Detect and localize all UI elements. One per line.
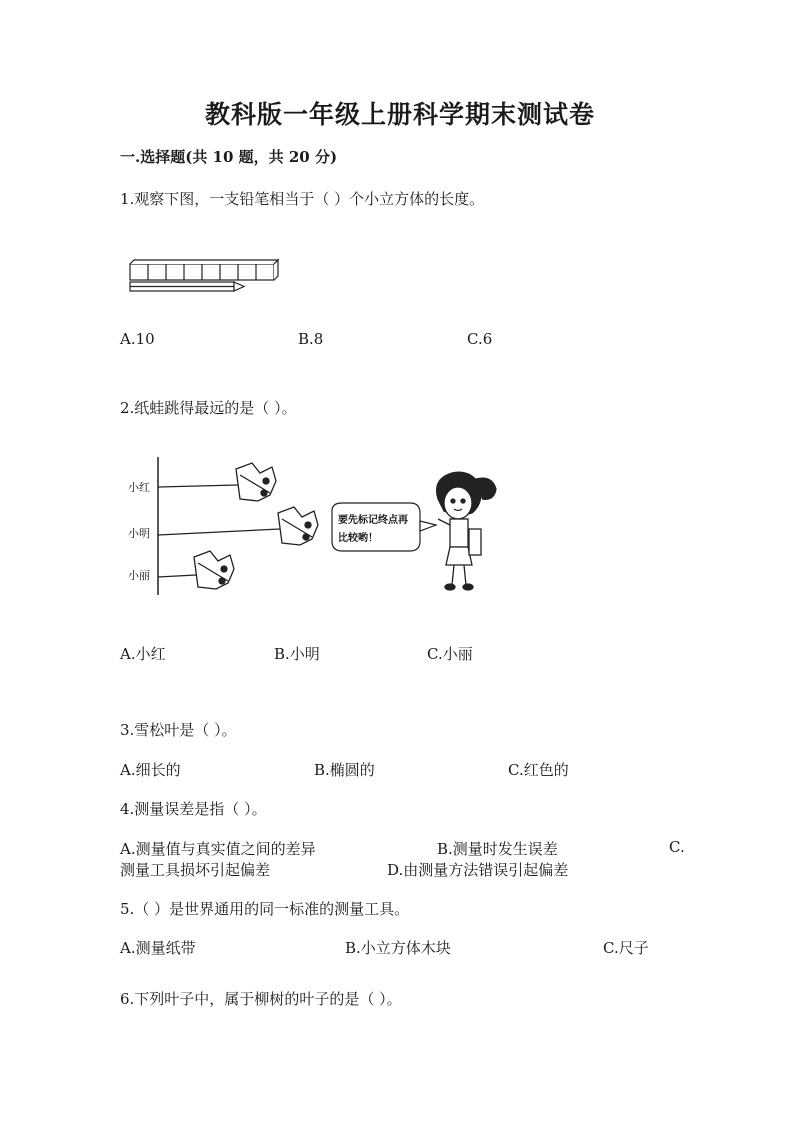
q2-option-c[interactable]: C.小丽 (427, 645, 473, 663)
frog-xiaohong (236, 463, 276, 501)
q1-option-a[interactable]: A.10 (120, 330, 155, 348)
q4-option-d[interactable]: D.由测量方法错误引起偏差 (387, 861, 569, 879)
speech-line-1: 要先标记终点再 (338, 515, 408, 526)
q4-option-a[interactable]: A.测量值与真实值之间的差异 (120, 840, 316, 858)
question-4: 4.测量误差是指（ ）。 (120, 800, 267, 818)
label-xiaoli: 小丽 (128, 569, 150, 582)
label-xiaohong: 小红 (128, 481, 150, 494)
frog-xiaoli (194, 551, 234, 589)
q3-option-c[interactable]: C.红色的 (508, 761, 569, 779)
q2-option-b[interactable]: B.小明 (274, 645, 320, 663)
q2-option-a[interactable]: A.小红 (120, 645, 166, 663)
question-1: 1.观察下图，一支铅笔相当于（ ）个小立方体的长度。 (120, 190, 485, 208)
cube-row (130, 260, 278, 280)
q3-option-b[interactable]: B.椭圆的 (314, 761, 375, 779)
girl-illustration (437, 472, 496, 590)
page-title: 教科版一年级上册科学期末测试卷 (204, 100, 595, 129)
question-5: 5.（ ）是世界通用的同一标准的测量工具。 (120, 900, 410, 918)
q5-option-b[interactable]: B.小立方体木块 (345, 939, 451, 957)
section-heading: 一.选择题(共 10 题，共 20 分) (120, 148, 338, 166)
speech-line-2: 比较哟！ (338, 533, 378, 544)
q1-option-c[interactable]: C.6 (467, 330, 493, 348)
q4-option-c[interactable]: C. (669, 838, 685, 856)
paper-frog-figure (120, 455, 510, 605)
q3-option-a[interactable]: A.细长的 (120, 761, 181, 779)
frog-xiaoming (278, 507, 318, 545)
q5-option-c[interactable]: C.尺子 (603, 939, 649, 957)
cubes-and-pencil-figure (128, 258, 278, 296)
question-3: 3.雪松叶是（ ）。 (120, 721, 237, 739)
pencil (130, 282, 244, 291)
question-2: 2.纸蛙跳得最远的是（ ）。 (120, 399, 297, 417)
q4-option-b[interactable]: B.测量时发生误差 (437, 840, 558, 858)
label-xiaoming: 小明 (128, 527, 150, 540)
question-6: 6.下列叶子中，属于柳树的叶子的是（ ）。 (120, 990, 402, 1008)
q4-option-c-text[interactable]: 测量工具损坏引起偏差 (120, 861, 271, 879)
q1-option-b[interactable]: B.8 (298, 330, 324, 348)
q5-option-a[interactable]: A.测量纸带 (120, 939, 196, 957)
